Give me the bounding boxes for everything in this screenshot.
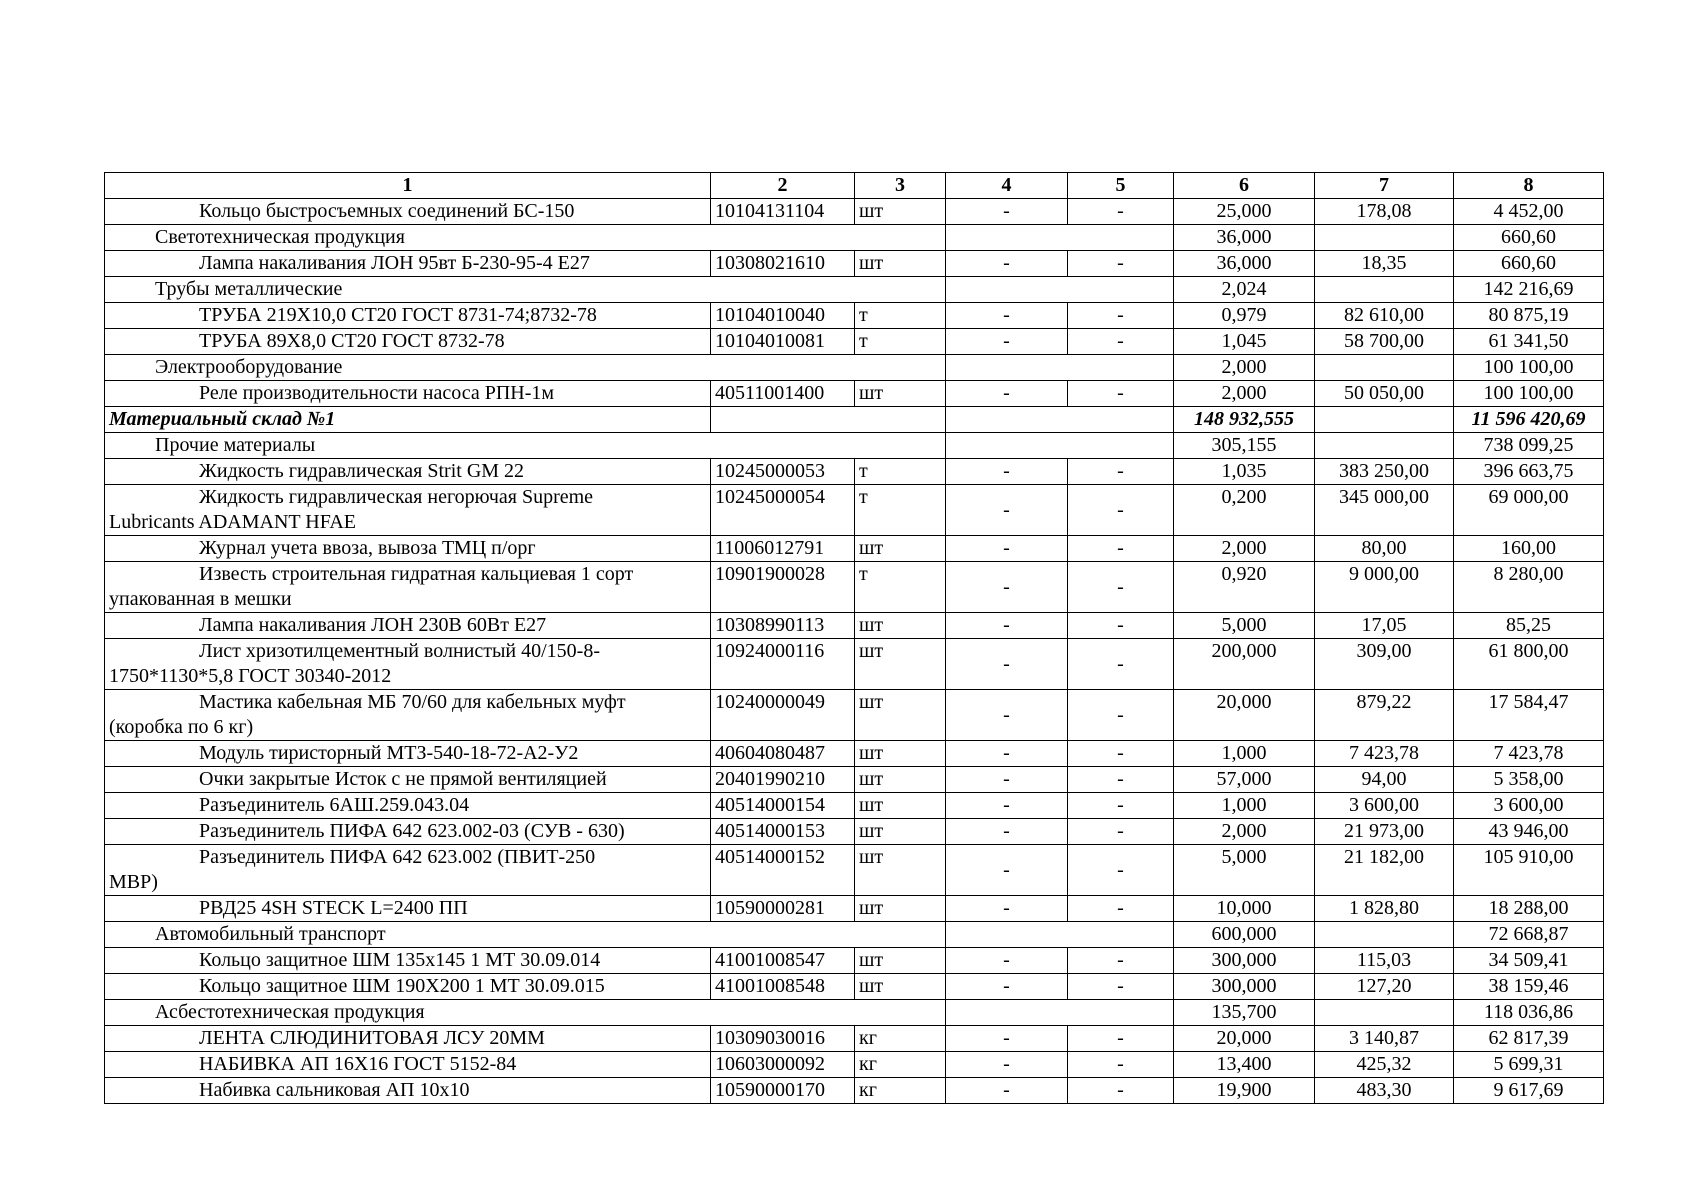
col5-value: -: [1068, 974, 1174, 1000]
item-name: Реле производительности насоса РПН-1м: [105, 381, 711, 407]
item-quantity: 300,000: [1174, 948, 1315, 974]
item-price: 7 423,78: [1315, 741, 1454, 767]
item-row: [105, 562, 1604, 613]
empty-cell: [946, 1000, 1174, 1026]
item-code: 20401990210: [711, 767, 855, 793]
item-name: Разъединитель ПИФА 642 623.002-03 (СУВ - 630): [105, 819, 711, 845]
empty-cell: [946, 922, 1174, 948]
group-row: [105, 433, 1604, 459]
item-sum: 85,25: [1454, 613, 1604, 639]
item-quantity: 0,200: [1174, 485, 1315, 536]
item-unit: шт: [855, 845, 946, 896]
item-row: [105, 613, 1604, 639]
item-sum: 61 800,00: [1454, 639, 1604, 690]
item-sum: 5 699,31: [1454, 1052, 1604, 1078]
item-price: 58 700,00: [1315, 329, 1454, 355]
item-price: 115,03: [1315, 948, 1454, 974]
col4-value: -: [946, 485, 1068, 536]
item-quantity: 19,900: [1174, 1078, 1315, 1104]
item-price: 178,08: [1315, 199, 1454, 225]
group-name: Светотехническая продукция: [105, 225, 946, 251]
item-quantity: 0,920: [1174, 562, 1315, 613]
item-price: 21 182,00: [1315, 845, 1454, 896]
header-cell: 5: [1068, 173, 1174, 199]
col5-value: -: [1068, 329, 1174, 355]
item-row: [105, 639, 1604, 690]
item-unit: т: [855, 485, 946, 536]
col4-value: -: [946, 639, 1068, 690]
materials-table: [104, 172, 1604, 1104]
group-name: Автомобильный транспорт: [105, 922, 946, 948]
col4-value: -: [946, 741, 1068, 767]
item-sum: 9 617,69: [1454, 1078, 1604, 1104]
col5-value: -: [1068, 845, 1174, 896]
col4-value: -: [946, 767, 1068, 793]
item-sum: 43 946,00: [1454, 819, 1604, 845]
item-sum: 8 280,00: [1454, 562, 1604, 613]
col4-value: -: [946, 562, 1068, 613]
item-row: [105, 845, 1604, 896]
header-cell: 1: [105, 173, 711, 199]
item-row: [105, 251, 1604, 277]
item-price: 345 000,00: [1315, 485, 1454, 536]
col5-value: -: [1068, 896, 1174, 922]
item-row: [105, 741, 1604, 767]
item-price: 483,30: [1315, 1078, 1454, 1104]
empty-cell: [946, 433, 1174, 459]
item-code: 10308990113: [711, 613, 855, 639]
item-unit: шт: [855, 896, 946, 922]
item-name-line1: Мастика кабельная МБ 70/60 для кабельных муфт: [199, 691, 626, 713]
col4-value: -: [946, 199, 1068, 225]
col5-value: -: [1068, 793, 1174, 819]
empty-cell: [946, 355, 1174, 381]
col5-value: -: [1068, 948, 1174, 974]
item-name-line1: Лист хризотилцементный волнистый 40/150-8-: [199, 640, 600, 662]
item-unit: шт: [855, 793, 946, 819]
item-sum: 61 341,50: [1454, 329, 1604, 355]
item-sum: 105 910,00: [1454, 845, 1604, 896]
item-name: Лампа накаливания ЛОН 230В 60Вт Е27: [105, 613, 711, 639]
item-name: [105, 562, 711, 613]
item-sum: 100 100,00: [1454, 381, 1604, 407]
item-unit: т: [855, 459, 946, 485]
item-code: 10309030016: [711, 1026, 855, 1052]
item-name-line2: (коробка по 6 кг): [109, 716, 254, 738]
item-name: Набивка сальниковая АП 10х10: [105, 1078, 711, 1104]
item-quantity: 20,000: [1174, 1026, 1315, 1052]
item-sum: 160,00: [1454, 536, 1604, 562]
item-unit: шт: [855, 251, 946, 277]
empty-cell: [1315, 1000, 1454, 1026]
item-row: [105, 329, 1604, 355]
item-name: НАБИВКА АП 16Х16 ГОСТ 5152-84: [105, 1052, 711, 1078]
item-name-line2: 1750*1130*5,8 ГОСТ 30340-2012: [109, 665, 392, 687]
item-name: ТРУБА 89Х8,0 СТ20 ГОСТ 8732-78: [105, 329, 711, 355]
group-name: Электрооборудование: [105, 355, 946, 381]
warehouse-sum: 11 596 420,69: [1454, 407, 1604, 433]
item-name: Кольцо защитное ШМ 190Х200 1 МТ 30.09.015: [105, 974, 711, 1000]
col4-value: -: [946, 948, 1068, 974]
item-name-line2: МВР): [109, 871, 158, 893]
col5-value: -: [1068, 819, 1174, 845]
item-code: 11006012791: [711, 536, 855, 562]
col4-value: -: [946, 845, 1068, 896]
item-price: 127,20: [1315, 974, 1454, 1000]
item-name: РВД25 4SH STECK L=2400 ПП: [105, 896, 711, 922]
item-code: 10245000054: [711, 485, 855, 536]
item-unit: т: [855, 303, 946, 329]
item-unit: шт: [855, 767, 946, 793]
empty-cell: [1315, 225, 1454, 251]
col5-value: -: [1068, 485, 1174, 536]
header-row: [105, 173, 1604, 199]
item-unit: шт: [855, 199, 946, 225]
group-name: Асбестотехническая продукция: [105, 1000, 946, 1026]
col5-value: -: [1068, 562, 1174, 613]
header-cell: 4: [946, 173, 1068, 199]
item-unit: шт: [855, 948, 946, 974]
item-name: [105, 845, 711, 896]
item-price: 425,32: [1315, 1052, 1454, 1078]
empty-cell: [1315, 407, 1454, 433]
item-name-line1: Жидкость гидравлическая негорючая Supreme: [199, 486, 594, 508]
item-unit: шт: [855, 819, 946, 845]
group-quantity: 2,000: [1174, 355, 1315, 381]
item-quantity: 25,000: [1174, 199, 1315, 225]
item-unit: шт: [855, 974, 946, 1000]
warehouse-row: [105, 407, 1604, 433]
item-name: ТРУБА 219Х10,0 СТ20 ГОСТ 8731-74;8732-78: [105, 303, 711, 329]
group-row: [105, 922, 1604, 948]
item-name-line2: Lubricants ADAMANT HFAE: [109, 511, 357, 533]
item-sum: 3 600,00: [1454, 793, 1604, 819]
item-name: Кольцо быстросъемных соединений БС-150: [105, 199, 711, 225]
group-sum: 100 100,00: [1454, 355, 1604, 381]
item-unit: шт: [855, 536, 946, 562]
group-sum: 660,60: [1454, 225, 1604, 251]
item-quantity: 20,000: [1174, 690, 1315, 741]
col5-value: -: [1068, 199, 1174, 225]
col5-value: -: [1068, 690, 1174, 741]
item-sum: 80 875,19: [1454, 303, 1604, 329]
item-code: 10104131104: [711, 199, 855, 225]
item-price: 82 610,00: [1315, 303, 1454, 329]
item-code: 10308021610: [711, 251, 855, 277]
item-unit: шт: [855, 741, 946, 767]
item-unit: шт: [855, 690, 946, 741]
col4-value: -: [946, 1026, 1068, 1052]
item-code: 10590000281: [711, 896, 855, 922]
item-quantity: 13,400: [1174, 1052, 1315, 1078]
item-row: [105, 819, 1604, 845]
item-name: ЛЕНТА СЛЮДИНИТОВАЯ ЛСУ 20ММ: [105, 1026, 711, 1052]
item-code: 10603000092: [711, 1052, 855, 1078]
item-price: 1 828,80: [1315, 896, 1454, 922]
item-unit: кг: [855, 1078, 946, 1104]
item-name: [105, 485, 711, 536]
item-code: 10901900028: [711, 562, 855, 613]
item-price: 3 600,00: [1315, 793, 1454, 819]
col5-value: -: [1068, 767, 1174, 793]
col4-value: -: [946, 690, 1068, 741]
item-row: [105, 536, 1604, 562]
warehouse-quantity: 148 932,555: [1174, 407, 1315, 433]
col4-value: -: [946, 819, 1068, 845]
item-price: 309,00: [1315, 639, 1454, 690]
item-code: 41001008547: [711, 948, 855, 974]
item-quantity: 36,000: [1174, 251, 1315, 277]
group-quantity: 135,700: [1174, 1000, 1315, 1026]
item-sum: 660,60: [1454, 251, 1604, 277]
item-unit: шт: [855, 639, 946, 690]
item-name: Жидкость гидравлическая Strit GM 22: [105, 459, 711, 485]
col5-value: -: [1068, 639, 1174, 690]
item-code: 40514000153: [711, 819, 855, 845]
item-code: 40514000154: [711, 793, 855, 819]
group-row: [105, 1000, 1604, 1026]
item-quantity: 1,035: [1174, 459, 1315, 485]
item-name: [105, 639, 711, 690]
col5-value: -: [1068, 741, 1174, 767]
col5-value: -: [1068, 536, 1174, 562]
empty-cell: [1315, 922, 1454, 948]
col4-value: -: [946, 1052, 1068, 1078]
warehouse-name: Материальный склад №1: [105, 407, 711, 433]
group-sum: 118 036,86: [1454, 1000, 1604, 1026]
col5-value: -: [1068, 459, 1174, 485]
col4-value: -: [946, 381, 1068, 407]
group-sum: 72 668,87: [1454, 922, 1604, 948]
item-price: 879,22: [1315, 690, 1454, 741]
item-quantity: 5,000: [1174, 613, 1315, 639]
col5-value: -: [1068, 1078, 1174, 1104]
item-price: 50 050,00: [1315, 381, 1454, 407]
item-row: [105, 459, 1604, 485]
item-sum: 34 509,41: [1454, 948, 1604, 974]
group-row: [105, 277, 1604, 303]
col5-value: -: [1068, 1026, 1174, 1052]
item-row: [105, 485, 1604, 536]
item-code: 40511001400: [711, 381, 855, 407]
item-quantity: 0,979: [1174, 303, 1315, 329]
group-quantity: 600,000: [1174, 922, 1315, 948]
item-quantity: 10,000: [1174, 896, 1315, 922]
col4-value: -: [946, 613, 1068, 639]
item-sum: 7 423,78: [1454, 741, 1604, 767]
item-code: 10104010081: [711, 329, 855, 355]
item-quantity: 300,000: [1174, 974, 1315, 1000]
item-sum: 38 159,46: [1454, 974, 1604, 1000]
header-cell: 7: [1315, 173, 1454, 199]
item-price: 21 973,00: [1315, 819, 1454, 845]
item-unit: кг: [855, 1052, 946, 1078]
item-name: Кольцо защитное ШМ 135х145 1 МТ 30.09.014: [105, 948, 711, 974]
group-name: Трубы металлические: [105, 277, 946, 303]
empty-cell: [1315, 277, 1454, 303]
col4-value: -: [946, 459, 1068, 485]
item-sum: 4 452,00: [1454, 199, 1604, 225]
item-sum: 62 817,39: [1454, 1026, 1604, 1052]
header-cell: 8: [1454, 173, 1604, 199]
item-row: [105, 1078, 1604, 1104]
item-code: 40604080487: [711, 741, 855, 767]
item-quantity: 57,000: [1174, 767, 1315, 793]
item-name-line1: Известь строительная гидратная кальциевая 1 сорт: [199, 563, 634, 585]
item-row: [105, 793, 1604, 819]
item-row: [105, 303, 1604, 329]
item-quantity: 200,000: [1174, 639, 1315, 690]
item-price: 94,00: [1315, 767, 1454, 793]
item-sum: 69 000,00: [1454, 485, 1604, 536]
col4-value: -: [946, 329, 1068, 355]
col5-value: -: [1068, 613, 1174, 639]
col4-value: -: [946, 536, 1068, 562]
item-unit: шт: [855, 381, 946, 407]
item-sum: 5 358,00: [1454, 767, 1604, 793]
item-unit: шт: [855, 613, 946, 639]
group-quantity: 2,024: [1174, 277, 1315, 303]
item-code: 10924000116: [711, 639, 855, 690]
item-price: 9 000,00: [1315, 562, 1454, 613]
empty-cell: [946, 407, 1174, 433]
item-code: 10240000049: [711, 690, 855, 741]
col4-value: -: [946, 303, 1068, 329]
item-unit: т: [855, 562, 946, 613]
col4-value: -: [946, 1078, 1068, 1104]
item-name: Разъединитель 6АШ.259.043.04: [105, 793, 711, 819]
empty-cell: [1315, 433, 1454, 459]
item-code: 10104010040: [711, 303, 855, 329]
item-quantity: 2,000: [1174, 536, 1315, 562]
group-name: Прочие материалы: [105, 433, 946, 459]
empty-cell: [946, 225, 1174, 251]
item-row: [105, 1052, 1604, 1078]
item-code: 10590000170: [711, 1078, 855, 1104]
col4-value: -: [946, 251, 1068, 277]
item-name-line1: Разъединитель ПИФА 642 623.002 (ПВИТ-250: [199, 846, 596, 868]
item-row: [105, 690, 1604, 741]
item-row: [105, 767, 1604, 793]
group-quantity: 305,155: [1174, 433, 1315, 459]
group-sum: 738 099,25: [1454, 433, 1604, 459]
item-price: 3 140,87: [1315, 1026, 1454, 1052]
group-sum: 142 216,69: [1454, 277, 1604, 303]
item-quantity: 2,000: [1174, 381, 1315, 407]
header-cell: 3: [855, 173, 946, 199]
table-body: [105, 173, 1604, 1104]
item-name: Очки закрытые Исток с не прямой вентиляцией: [105, 767, 711, 793]
col4-value: -: [946, 974, 1068, 1000]
group-row: [105, 355, 1604, 381]
empty-cell: [711, 407, 946, 433]
item-code: 10245000053: [711, 459, 855, 485]
item-row: [105, 199, 1604, 225]
item-code: 41001008548: [711, 974, 855, 1000]
header-cell: 6: [1174, 173, 1315, 199]
item-code: 40514000152: [711, 845, 855, 896]
item-quantity: 2,000: [1174, 819, 1315, 845]
item-sum: 18 288,00: [1454, 896, 1604, 922]
item-unit: т: [855, 329, 946, 355]
col5-value: -: [1068, 1052, 1174, 1078]
empty-cell: [946, 277, 1174, 303]
item-unit: кг: [855, 1026, 946, 1052]
group-quantity: 36,000: [1174, 225, 1315, 251]
item-row: [105, 1026, 1604, 1052]
item-price: 17,05: [1315, 613, 1454, 639]
item-name: Лампа накаливания ЛОН 95вт Б-230-95-4 Е27: [105, 251, 711, 277]
item-row: [105, 974, 1604, 1000]
empty-cell: [1315, 355, 1454, 381]
col5-value: -: [1068, 381, 1174, 407]
item-name-line2: упакованная в мешки: [109, 588, 292, 610]
item-row: [105, 381, 1604, 407]
group-row: [105, 225, 1604, 251]
item-sum: 17 584,47: [1454, 690, 1604, 741]
col5-value: -: [1068, 251, 1174, 277]
item-price: 18,35: [1315, 251, 1454, 277]
item-quantity: 1,000: [1174, 793, 1315, 819]
item-quantity: 5,000: [1174, 845, 1315, 896]
header-cell: 2: [711, 173, 855, 199]
col4-value: -: [946, 793, 1068, 819]
col5-value: -: [1068, 303, 1174, 329]
item-row: [105, 896, 1604, 922]
item-name: [105, 690, 711, 741]
item-sum: 396 663,75: [1454, 459, 1604, 485]
col4-value: -: [946, 896, 1068, 922]
item-price: 80,00: [1315, 536, 1454, 562]
item-name: Журнал учета ввоза, вывоза ТМЦ п/орг: [105, 536, 711, 562]
item-quantity: 1,045: [1174, 329, 1315, 355]
item-name: Модуль тиристорный МТЗ-540-18-72-А2-У2: [105, 741, 711, 767]
item-row: [105, 948, 1604, 974]
item-price: 383 250,00: [1315, 459, 1454, 485]
item-quantity: 1,000: [1174, 741, 1315, 767]
